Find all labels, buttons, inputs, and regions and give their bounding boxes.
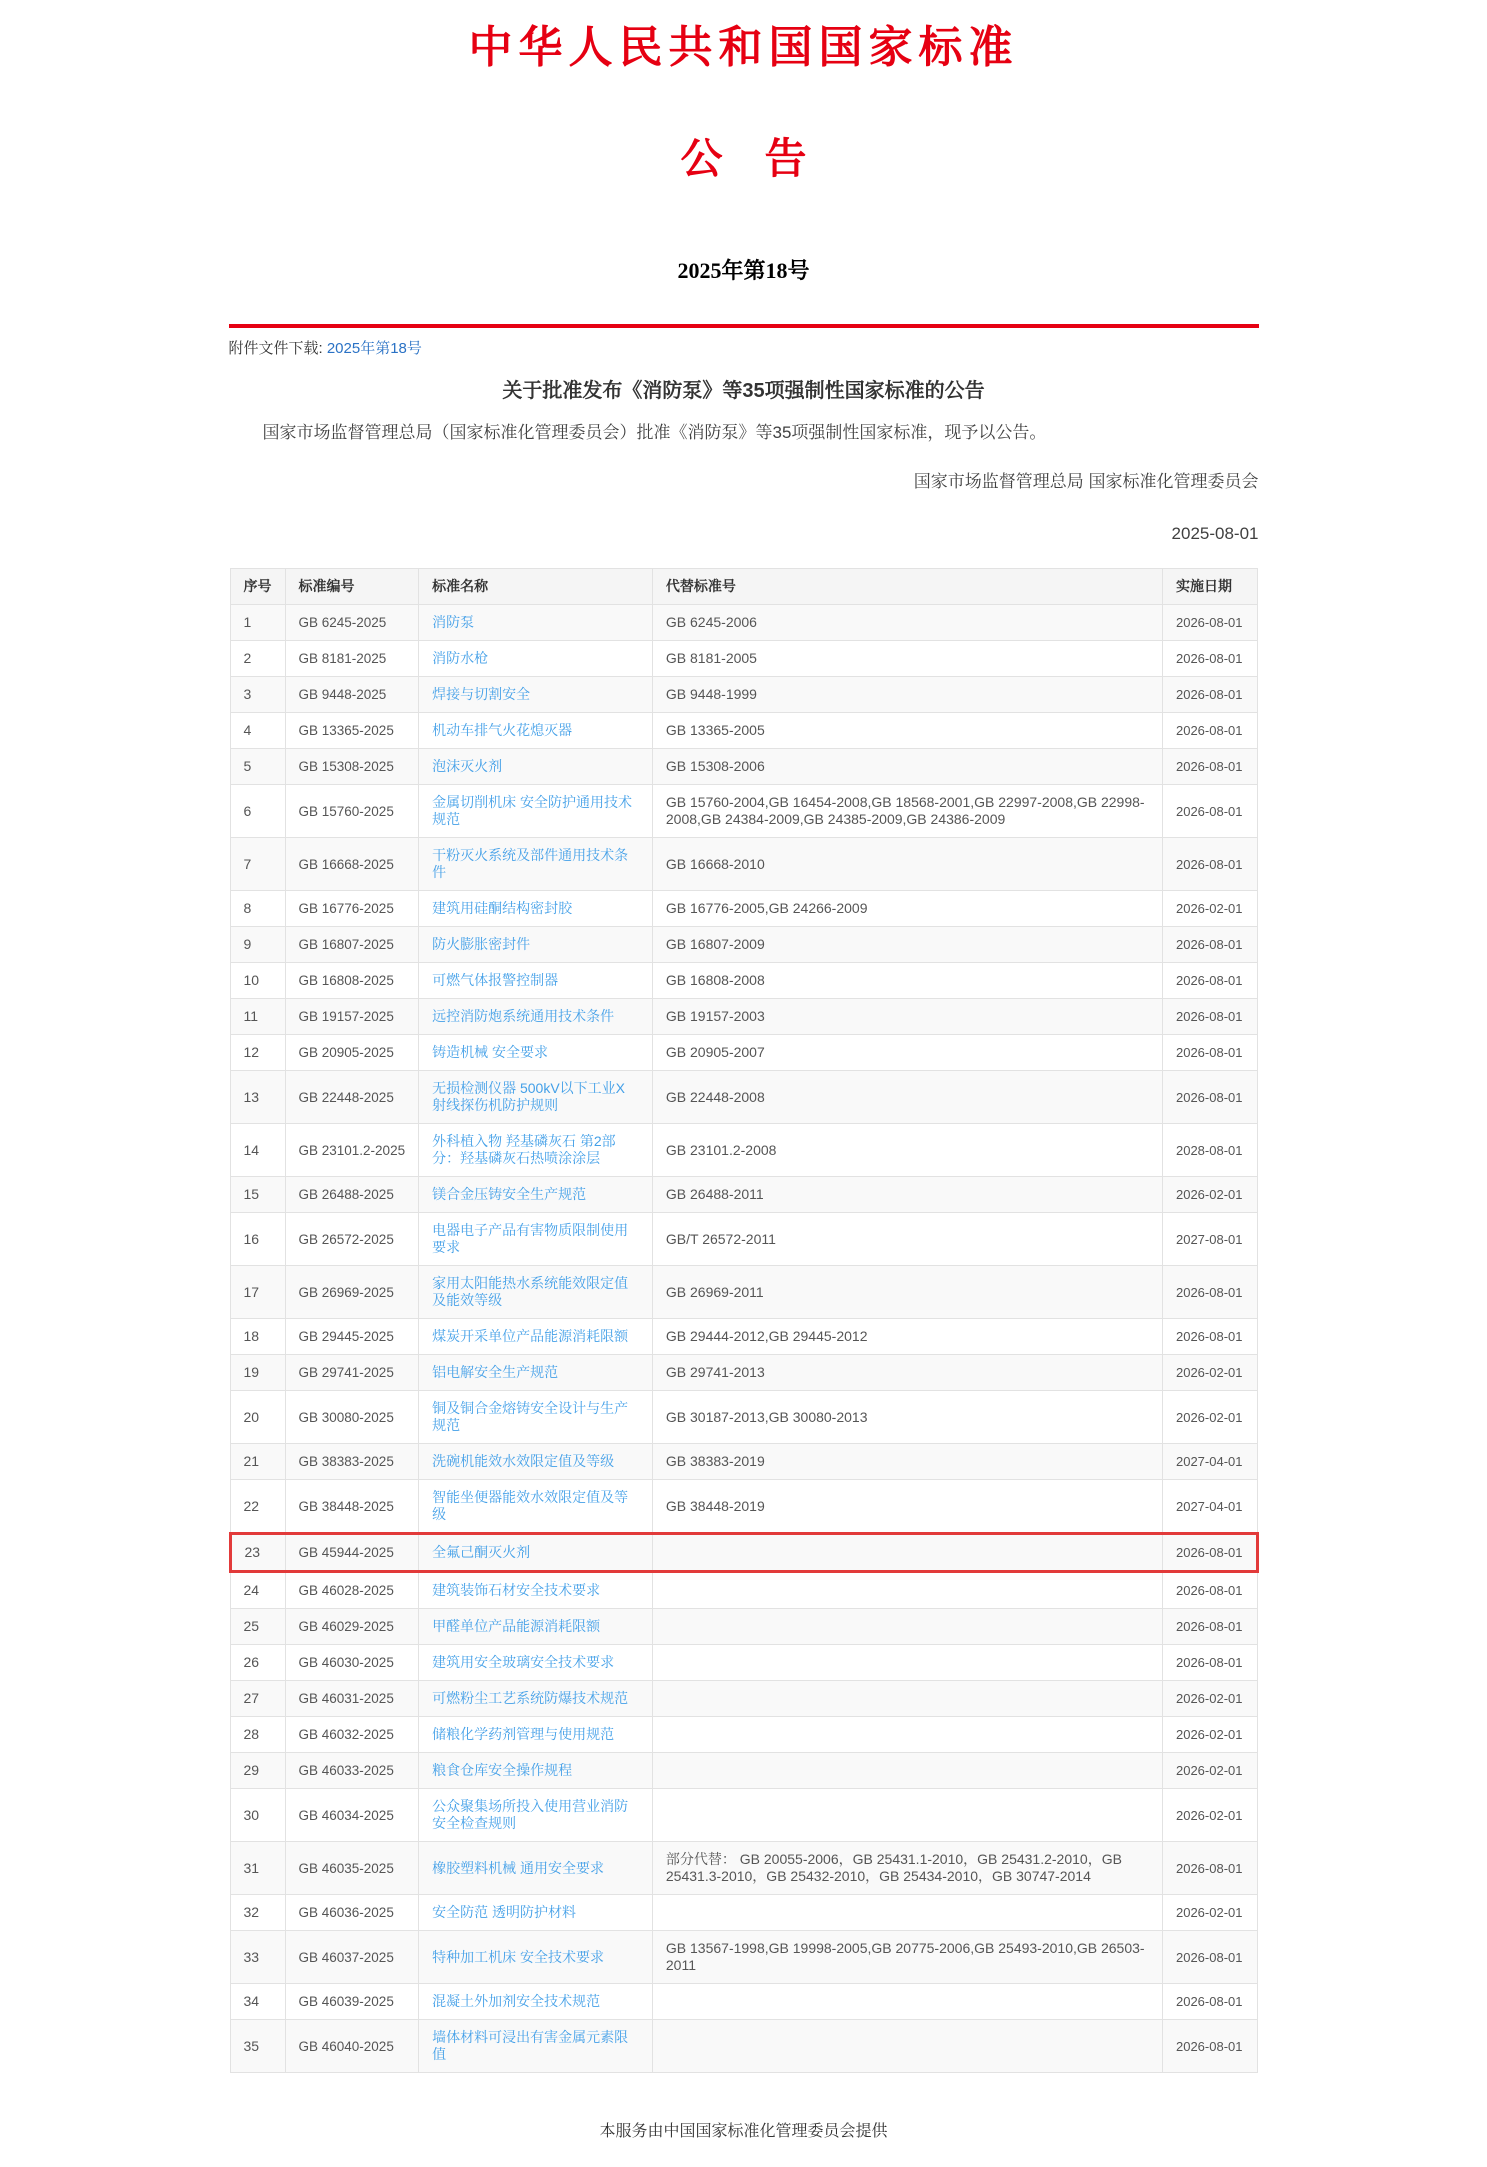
replaced-standards-cell	[652, 2020, 1162, 2073]
standard-code-cell: GB 9448-2025	[285, 677, 419, 713]
implementation-date-cell: 2026-08-01	[1162, 1319, 1257, 1355]
replaced-standards-cell: GB 15308-2006	[652, 749, 1162, 785]
standard-name-link[interactable]: 无损检测仪器 500kV以下工业X射线探伤机防护规则	[432, 1080, 626, 1113]
standard-code-cell: GB 46039-2025	[285, 1984, 419, 2020]
row-number-cell: 31	[230, 1842, 285, 1895]
attachment-row	[229, 338, 1259, 360]
row-number-cell: 22	[230, 1480, 285, 1534]
standard-name-link[interactable]: 煤炭开采单位产品能源消耗限额	[432, 1328, 629, 1344]
standard-name-link[interactable]: 铸造机械 安全要求	[432, 1044, 548, 1060]
standard-name-link[interactable]: 建筑装饰石材安全技术要求	[432, 1582, 601, 1598]
standard-name-link[interactable]: 干粉灭火系统及部件通用技术条件	[432, 847, 629, 880]
table-row	[230, 1789, 1257, 1842]
table-row	[230, 1895, 1257, 1931]
row-number-cell: 32	[230, 1895, 285, 1931]
implementation-date-cell: 2026-08-01	[1162, 838, 1257, 891]
row-number-cell: 27	[230, 1681, 285, 1717]
standard-name-cell	[419, 1213, 653, 1266]
replaced-standards-cell: GB 26969-2011	[652, 1266, 1162, 1319]
replaced-standards-cell	[652, 1753, 1162, 1789]
standard-name-link[interactable]: 洗碗机能效水效限定值及等级	[432, 1453, 615, 1469]
implementation-date-cell: 2028-08-01	[1162, 1124, 1257, 1177]
replaced-standards-cell: GB 19157-2003	[652, 999, 1162, 1035]
standard-code-cell: GB 13365-2025	[285, 713, 419, 749]
replaced-standards-cell	[652, 1572, 1162, 1609]
implementation-date-cell: 2026-08-01	[1162, 1609, 1257, 1645]
table-row	[230, 1931, 1257, 1984]
standard-code-cell: GB 8181-2025	[285, 641, 419, 677]
table-row	[230, 2020, 1257, 2073]
table-row	[230, 1534, 1257, 1572]
implementation-date-cell: 2026-08-01	[1162, 2020, 1257, 2073]
standard-code-cell: GB 16808-2025	[285, 963, 419, 999]
standard-name-cell	[419, 1480, 653, 1534]
row-number-cell: 3	[230, 677, 285, 713]
replaced-standards-cell	[652, 1534, 1162, 1572]
implementation-date-cell: 2027-04-01	[1162, 1444, 1257, 1480]
standard-name-link[interactable]: 泡沫灭火剂	[432, 758, 503, 774]
header-code: 标准编号	[285, 569, 419, 605]
implementation-date-cell: 2026-08-01	[1162, 1035, 1257, 1071]
table-row	[230, 1609, 1257, 1645]
standard-name-cell	[419, 1319, 653, 1355]
standard-code-cell: GB 46034-2025	[285, 1789, 419, 1842]
header-replaces: 代替标准号	[652, 569, 1162, 605]
row-number-cell: 24	[230, 1572, 285, 1609]
table-row	[230, 1319, 1257, 1355]
standard-name-cell	[419, 1266, 653, 1319]
standard-code-cell: GB 38448-2025	[285, 1480, 419, 1534]
standard-code-cell: GB 46031-2025	[285, 1681, 419, 1717]
table-row	[230, 1984, 1257, 2020]
table-row	[230, 838, 1257, 891]
standard-name-link[interactable]: 消防水枪	[432, 650, 489, 666]
standard-code-cell: GB 15308-2025	[285, 749, 419, 785]
replaced-standards-cell: GB 16776-2005,GB 24266-2009	[652, 891, 1162, 927]
implementation-date-cell: 2026-08-01	[1162, 1931, 1257, 1984]
replaced-standards-cell: GB 6245-2006	[652, 605, 1162, 641]
table-row	[230, 1391, 1257, 1444]
row-number-cell: 33	[230, 1931, 285, 1984]
replaced-standards-cell: GB 22448-2008	[652, 1071, 1162, 1124]
implementation-date-cell: 2026-08-01	[1162, 1534, 1257, 1572]
row-number-cell: 7	[230, 838, 285, 891]
row-number-cell: 8	[230, 891, 285, 927]
standard-name-link[interactable]: 建筑用硅酮结构密封胶	[432, 900, 573, 916]
issue-number: 2025年第18号	[677, 258, 810, 283]
table-row	[230, 1266, 1257, 1319]
table-row	[230, 1572, 1257, 1609]
replaced-standards-cell: GB 16808-2008	[652, 963, 1162, 999]
standard-name-link[interactable]: 金属切削机床 安全防护通用技术规范	[432, 794, 632, 827]
replaced-standards-cell	[652, 1789, 1162, 1842]
row-number-cell: 28	[230, 1717, 285, 1753]
implementation-date-cell: 2027-04-01	[1162, 1480, 1257, 1534]
standard-name-link[interactable]: 外科植入物 羟基磷灰石 第2部分：羟基磷灰石热喷涂涂层	[432, 1133, 616, 1166]
row-number-cell: 30	[230, 1789, 285, 1842]
replaced-standards-cell: GB 26488-2011	[652, 1177, 1162, 1213]
standard-code-cell: GB 6245-2025	[285, 605, 419, 641]
standard-code-cell: GB 46030-2025	[285, 1645, 419, 1681]
table-row	[230, 713, 1257, 749]
table-row	[230, 1177, 1257, 1213]
standard-code-cell: GB 16776-2025	[285, 891, 419, 927]
standard-name-cell	[419, 891, 653, 927]
row-number-cell: 21	[230, 1444, 285, 1480]
standard-name-link[interactable]: 混凝土外加剂安全技术规范	[432, 1993, 601, 2009]
replaced-standards-cell	[652, 1895, 1162, 1931]
row-number-cell: 16	[230, 1213, 285, 1266]
standards-table-header	[230, 569, 1257, 605]
standard-name-link[interactable]: 全氟己酮灭火剂	[432, 1544, 531, 1560]
standard-name-cell	[419, 1124, 653, 1177]
standard-name-link[interactable]: 储粮化学药剂管理与使用规范	[432, 1726, 615, 1742]
standard-code-cell: GB 46032-2025	[285, 1717, 419, 1753]
standard-name-cell	[419, 713, 653, 749]
table-row	[230, 1444, 1257, 1480]
standard-name-cell	[419, 1895, 653, 1931]
row-number-cell: 26	[230, 1645, 285, 1681]
standard-name-cell	[419, 1572, 653, 1609]
replaced-standards-cell	[652, 1609, 1162, 1645]
table-row	[230, 891, 1257, 927]
replaced-standards-cell	[652, 1984, 1162, 2020]
replaced-standards-cell: GB 23101.2-2008	[652, 1124, 1162, 1177]
table-row	[230, 641, 1257, 677]
row-number-cell: 6	[230, 785, 285, 838]
standard-name-cell	[419, 605, 653, 641]
row-number-cell: 34	[230, 1984, 285, 2020]
standard-name-cell	[419, 1534, 653, 1572]
table-row	[230, 1645, 1257, 1681]
replaced-standards-cell: GB 9448-1999	[652, 677, 1162, 713]
announcement-body: 国家市场监督管理总局（国家标准化管理委员会）批准《消防泵》等35项强制性国家标准，现予以公告。	[262, 423, 1047, 442]
standard-name-link[interactable]: 电器电子产品有害物质限制使用要求	[432, 1222, 629, 1255]
standard-name-cell	[419, 1681, 653, 1717]
table-row	[230, 1753, 1257, 1789]
table-row	[230, 1124, 1257, 1177]
replaced-standards-cell: GB 13567-1998,GB 19998-2005,GB 20775-2006,GB 25493-2010,GB 26503-2011	[652, 1931, 1162, 1984]
standard-code-cell: GB 29445-2025	[285, 1319, 419, 1355]
implementation-date-cell: 2026-08-01	[1162, 1984, 1257, 2020]
replaced-standards-cell: GB/T 26572-2011	[652, 1213, 1162, 1266]
replaced-standards-cell	[652, 1645, 1162, 1681]
standards-table	[229, 568, 1259, 2073]
standard-code-cell: GB 26969-2025	[285, 1266, 419, 1319]
standard-code-cell: GB 46037-2025	[285, 1931, 419, 1984]
table-row	[230, 999, 1257, 1035]
standard-name-link[interactable]: 可燃气体报警控制器	[432, 972, 559, 988]
standard-name-cell	[419, 1842, 653, 1895]
standard-name-cell	[419, 1645, 653, 1681]
standard-code-cell: GB 16668-2025	[285, 838, 419, 891]
standard-name-cell	[419, 1753, 653, 1789]
standard-code-cell: GB 15760-2025	[285, 785, 419, 838]
table-row	[230, 749, 1257, 785]
standard-code-cell: GB 20905-2025	[285, 1035, 419, 1071]
replaced-standards-cell: GB 15760-2004,GB 16454-2008,GB 18568-2001,GB 22997-2008,GB 22998-2008,GB 24384-2009,GB 24385-2009,GB 24386-2009	[652, 785, 1162, 838]
implementation-date-cell: 2026-08-01	[1162, 1645, 1257, 1681]
implementation-date-cell: 2026-08-01	[1162, 749, 1257, 785]
replaced-standards-cell: 部分代替： GB 20055-2006，GB 25431.1-2010，GB 25431.2-2010，GB 25431.3-2010，GB 25432-2010，GB 25434-2010，GB 30747-2014	[652, 1842, 1162, 1895]
row-number-cell: 15	[230, 1177, 285, 1213]
row-number-cell: 25	[230, 1609, 285, 1645]
standard-code-cell: GB 26488-2025	[285, 1177, 419, 1213]
row-number-cell: 14	[230, 1124, 285, 1177]
table-row	[230, 1842, 1257, 1895]
standard-name-cell	[419, 749, 653, 785]
implementation-date-cell: 2026-08-01	[1162, 785, 1257, 838]
standard-code-cell: GB 22448-2025	[285, 1071, 419, 1124]
standard-name-cell	[419, 1391, 653, 1444]
standard-name-link[interactable]: 粮食仓库安全操作规程	[432, 1762, 573, 1778]
row-number-cell: 12	[230, 1035, 285, 1071]
row-number-cell: 11	[230, 999, 285, 1035]
row-number-cell: 2	[230, 641, 285, 677]
replaced-standards-cell: GB 20905-2007	[652, 1035, 1162, 1071]
table-row	[230, 1355, 1257, 1391]
implementation-date-cell: 2026-02-01	[1162, 1177, 1257, 1213]
implementation-date-cell: 2026-08-01	[1162, 999, 1257, 1035]
standard-code-cell: GB 16807-2025	[285, 927, 419, 963]
row-number-cell: 1	[230, 605, 285, 641]
standard-code-cell: GB 29741-2025	[285, 1355, 419, 1391]
table-row	[230, 1213, 1257, 1266]
row-number-cell: 17	[230, 1266, 285, 1319]
sub-title-gonggao: 公 告	[680, 137, 807, 183]
red-divider-line	[229, 324, 1259, 328]
standard-name-link[interactable]: 安全防范 透明防护材料	[432, 1904, 576, 1920]
standard-code-cell: GB 46029-2025	[285, 1609, 419, 1645]
standard-name-cell	[419, 785, 653, 838]
replaced-standards-cell: GB 8181-2005	[652, 641, 1162, 677]
standard-name-link[interactable]: 焊接与切割安全	[432, 686, 531, 702]
row-number-cell: 20	[230, 1391, 285, 1444]
main-title: 中华人民共和国国家标准	[468, 23, 1019, 72]
standard-name-link[interactable]: 公众聚集场所投入使用营业消防安全检查规则	[432, 1798, 629, 1831]
standard-name-cell	[419, 641, 653, 677]
implementation-date-cell: 2026-02-01	[1162, 1789, 1257, 1842]
table-row	[230, 1681, 1257, 1717]
standard-name-cell	[419, 1071, 653, 1124]
replaced-standards-cell: GB 30187-2013,GB 30080-2013	[652, 1391, 1162, 1444]
footer-service-note: 本服务由中国国家标准化管理委员会提供	[599, 2123, 888, 2140]
implementation-date-cell: 2027-08-01	[1162, 1213, 1257, 1266]
standard-name-cell	[419, 1789, 653, 1842]
standard-name-cell	[419, 1931, 653, 1984]
table-row	[230, 677, 1257, 713]
standard-name-link[interactable]: 墙体材料可浸出有害金属元素限值	[432, 2029, 629, 2062]
standard-name-link[interactable]: 远控消防炮系统通用技术条件	[432, 1008, 615, 1024]
row-number-cell: 10	[230, 963, 285, 999]
header-row	[230, 569, 1257, 605]
header-no: 序号	[230, 569, 285, 605]
standard-name-cell	[419, 1355, 653, 1391]
implementation-date-cell: 2026-02-01	[1162, 1895, 1257, 1931]
replaced-standards-cell: GB 16668-2010	[652, 838, 1162, 891]
page-root	[229, 0, 1259, 2143]
standard-name-link[interactable]: 防火膨胀密封件	[432, 936, 531, 952]
standard-code-cell: GB 46036-2025	[285, 1895, 419, 1931]
standard-name-cell	[419, 927, 653, 963]
standard-code-cell: GB 30080-2025	[285, 1391, 419, 1444]
row-number-cell: 29	[230, 1753, 285, 1789]
standard-name-cell	[419, 1984, 653, 2020]
standard-name-link[interactable]: 铜及铜合金熔铸安全设计与生产规范	[432, 1400, 629, 1433]
replaced-standards-cell: GB 29741-2013	[652, 1355, 1162, 1391]
standard-name-link[interactable]: 机动车排气火花熄灭器	[432, 722, 573, 738]
table-row	[230, 927, 1257, 963]
standard-name-link[interactable]: 家用太阳能热水系统能效限定值及能效等级	[432, 1275, 629, 1308]
standard-code-cell: GB 45944-2025	[285, 1534, 419, 1572]
replaced-standards-cell: GB 38383-2019	[652, 1444, 1162, 1480]
standard-name-link[interactable]: 消防泵	[432, 614, 475, 630]
implementation-date-cell: 2026-02-01	[1162, 1717, 1257, 1753]
standard-name-link[interactable]: 镁合金压铸安全生产规范	[432, 1186, 587, 1202]
table-row	[230, 1071, 1257, 1124]
replaced-standards-cell: GB 16807-2009	[652, 927, 1162, 963]
table-row	[230, 605, 1257, 641]
header-date: 实施日期	[1162, 569, 1257, 605]
attachment-download-link[interactable]: 2025年第18号	[326, 340, 422, 357]
table-row	[230, 1717, 1257, 1753]
implementation-date-cell: 2026-02-01	[1162, 1355, 1257, 1391]
standard-name-link[interactable]: 建筑用安全玻璃安全技术要求	[432, 1654, 615, 1670]
standard-code-cell: GB 26572-2025	[285, 1213, 419, 1266]
standard-name-cell	[419, 1035, 653, 1071]
standard-code-cell: GB 46040-2025	[285, 2020, 419, 2073]
attachment-label: 附件文件下载:	[228, 340, 327, 357]
implementation-date-cell: 2026-08-01	[1162, 963, 1257, 999]
implementation-date-cell: 2026-08-01	[1162, 713, 1257, 749]
announcement-date: 2025-08-01	[1171, 524, 1259, 543]
implementation-date-cell: 2026-02-01	[1162, 1753, 1257, 1789]
row-number-cell: 13	[230, 1071, 285, 1124]
standard-code-cell: GB 46028-2025	[285, 1572, 419, 1609]
standard-name-cell	[419, 838, 653, 891]
standard-name-link[interactable]: 铝电解安全生产规范	[432, 1364, 559, 1380]
row-number-cell: 23	[230, 1534, 285, 1572]
row-number-cell: 5	[230, 749, 285, 785]
table-row	[230, 963, 1257, 999]
replaced-standards-cell: GB 13365-2005	[652, 713, 1162, 749]
row-number-cell: 9	[230, 927, 285, 963]
standard-name-cell	[419, 2020, 653, 2073]
standard-code-cell: GB 23101.2-2025	[285, 1124, 419, 1177]
standard-name-cell	[419, 963, 653, 999]
row-number-cell: 4	[230, 713, 285, 749]
row-number-cell: 19	[230, 1355, 285, 1391]
implementation-date-cell: 2026-08-01	[1162, 1071, 1257, 1124]
standard-code-cell: GB 46035-2025	[285, 1842, 419, 1895]
standard-name-link[interactable]: 橡胶塑料机械 通用安全要求	[432, 1859, 604, 1876]
table-row	[230, 1035, 1257, 1071]
standard-name-cell	[419, 1177, 653, 1213]
standard-name-link[interactable]: 智能坐便器能效水效限定值及等级	[432, 1489, 629, 1522]
announcement-signature: 国家市场监督管理总局 国家标准化管理委员会	[913, 472, 1259, 491]
row-number-cell: 35	[230, 2020, 285, 2073]
implementation-date-cell: 2026-08-01	[1162, 1842, 1257, 1895]
implementation-date-cell: 2026-02-01	[1162, 891, 1257, 927]
implementation-date-cell: 2026-08-01	[1162, 1266, 1257, 1319]
standard-name-cell	[419, 1717, 653, 1753]
table-row	[230, 1480, 1257, 1534]
row-number-cell: 18	[230, 1319, 285, 1355]
standard-name-link[interactable]: 特种加工机床 安全技术要求	[432, 1948, 604, 1965]
table-row	[230, 785, 1257, 838]
standard-name-link[interactable]: 可燃粉尘工艺系统防爆技术规范	[432, 1690, 629, 1706]
implementation-date-cell: 2026-08-01	[1162, 1572, 1257, 1609]
standard-name-link[interactable]: 甲醛单位产品能源消耗限额	[432, 1618, 601, 1634]
standards-table-body	[230, 605, 1257, 2073]
standard-code-cell: GB 38383-2025	[285, 1444, 419, 1480]
replaced-standards-cell: GB 29444-2012,GB 29445-2012	[652, 1319, 1162, 1355]
announcement-title: 关于批准发布《消防泵》等35项强制性国家标准的公告	[502, 380, 985, 402]
implementation-date-cell: 2026-02-01	[1162, 1681, 1257, 1717]
standard-name-cell	[419, 1609, 653, 1645]
implementation-date-cell: 2026-08-01	[1162, 677, 1257, 713]
replaced-standards-cell	[652, 1717, 1162, 1753]
standard-name-cell	[419, 1444, 653, 1480]
replaced-standards-cell: GB 38448-2019	[652, 1480, 1162, 1534]
header-name: 标准名称	[419, 569, 653, 605]
standard-name-cell	[419, 677, 653, 713]
standard-code-cell: GB 46033-2025	[285, 1753, 419, 1789]
implementation-date-cell: 2026-08-01	[1162, 927, 1257, 963]
replaced-standards-cell	[652, 1681, 1162, 1717]
standard-code-cell: GB 19157-2025	[285, 999, 419, 1035]
standard-name-cell	[419, 999, 653, 1035]
implementation-date-cell: 2026-02-01	[1162, 1391, 1257, 1444]
implementation-date-cell: 2026-08-01	[1162, 641, 1257, 677]
implementation-date-cell: 2026-08-01	[1162, 605, 1257, 641]
